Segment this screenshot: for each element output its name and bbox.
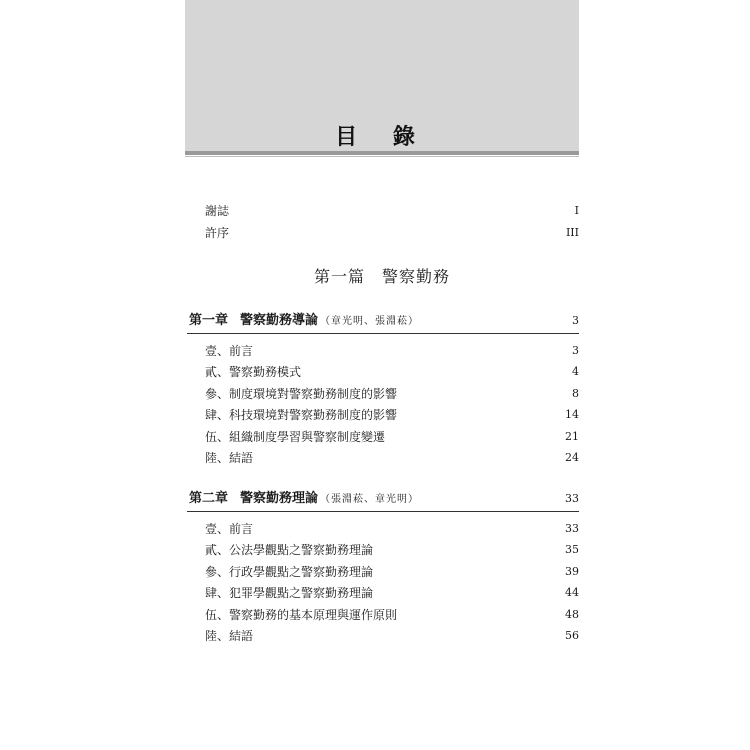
- chapter-page: 33: [565, 492, 579, 505]
- toc-entry-label: 貳、警察勤務模式: [205, 365, 302, 379]
- toc-entry-page: 33: [565, 522, 579, 535]
- toc-entry-label: 壹、前言: [205, 344, 254, 358]
- toc-entry-preface[interactable]: [185, 223, 579, 243]
- toc-entry-label: 伍、警察勤務的基本原理與運作原則: [205, 608, 398, 622]
- toc-entry-label: 壹、前言: [205, 522, 254, 536]
- toc-entry-page: 8: [572, 387, 579, 400]
- chapter-label: [189, 488, 419, 511]
- chapter-heading-1[interactable]: [185, 310, 579, 332]
- part-title: 第一篇 警察勤務: [313, 267, 450, 286]
- chapter-label: [189, 310, 419, 333]
- chapter-title: 警察勤務導論: [240, 313, 319, 328]
- toc-entry-label: 肆、科技環境對警察勤務制度的影響: [205, 408, 398, 422]
- chapter-author: （張淵菘、章光明）: [320, 494, 420, 505]
- toc-entry-page: 21: [565, 430, 579, 443]
- toc-entry-label: 參、行政學觀點之警察勤務理論: [205, 565, 374, 579]
- chapter-page: 3: [572, 314, 579, 327]
- toc-entry[interactable]: [185, 405, 579, 425]
- toc-entry[interactable]: [185, 605, 579, 625]
- toc-entry-label: 許序: [205, 226, 230, 240]
- toc-entry-page: 48: [565, 608, 579, 621]
- toc-entry[interactable]: [185, 427, 579, 447]
- header-rule-thin: [185, 156, 579, 157]
- toc-entry-page: 24: [565, 451, 579, 464]
- chapter-rule: [187, 333, 579, 334]
- toc-entry[interactable]: [185, 362, 579, 382]
- toc-entry[interactable]: [185, 583, 579, 603]
- chapter-title: 警察勤務理論: [240, 491, 319, 506]
- toc-entry-page: 35: [565, 543, 579, 556]
- chapter-author: （章光明、張淵菘）: [320, 316, 420, 327]
- toc-entry-page: 39: [565, 565, 579, 578]
- toc-entry-page: I: [574, 204, 579, 217]
- page-title: 目 錄: [335, 124, 429, 150]
- toc-entry-label: 陸、結語: [205, 451, 254, 465]
- toc-entry-label: 陸、結語: [205, 629, 254, 643]
- toc-entry[interactable]: [185, 626, 579, 646]
- toc-entry-page: 4: [572, 365, 579, 378]
- toc-entry-acknowledgement[interactable]: [185, 201, 579, 221]
- toc-entry-label: 肆、犯罪學觀點之警察勤務理論: [205, 586, 374, 600]
- chapter-rule: [187, 511, 579, 512]
- toc-entry[interactable]: [185, 384, 579, 404]
- toc-entry[interactable]: [185, 562, 579, 582]
- toc-entry[interactable]: [185, 341, 579, 361]
- toc-entry-label: 伍、組織制度學習與警察制度變遷: [205, 430, 386, 444]
- chapter-number: 第一章: [189, 313, 229, 328]
- chapter-heading-2[interactable]: [185, 488, 579, 510]
- toc-entry-page: 56: [565, 629, 579, 642]
- toc-page: [185, 0, 579, 750]
- toc-entry-page: 14: [565, 408, 579, 421]
- toc-entry-label: 參、制度環境對警察勤務制度的影響: [205, 387, 398, 401]
- toc-entry-page: III: [565, 226, 579, 239]
- toc-entry[interactable]: [185, 519, 579, 539]
- header-rule: [185, 151, 579, 155]
- toc-entry-label: 謝誌: [205, 204, 230, 218]
- toc-entry-page: 3: [572, 344, 579, 357]
- chapter-number: 第二章: [189, 491, 229, 506]
- toc-entry[interactable]: [185, 540, 579, 560]
- toc-entry-page: 44: [565, 586, 579, 599]
- toc-entry[interactable]: [185, 448, 579, 468]
- toc-entry-label: 貳、公法學觀點之警察勤務理論: [205, 543, 374, 557]
